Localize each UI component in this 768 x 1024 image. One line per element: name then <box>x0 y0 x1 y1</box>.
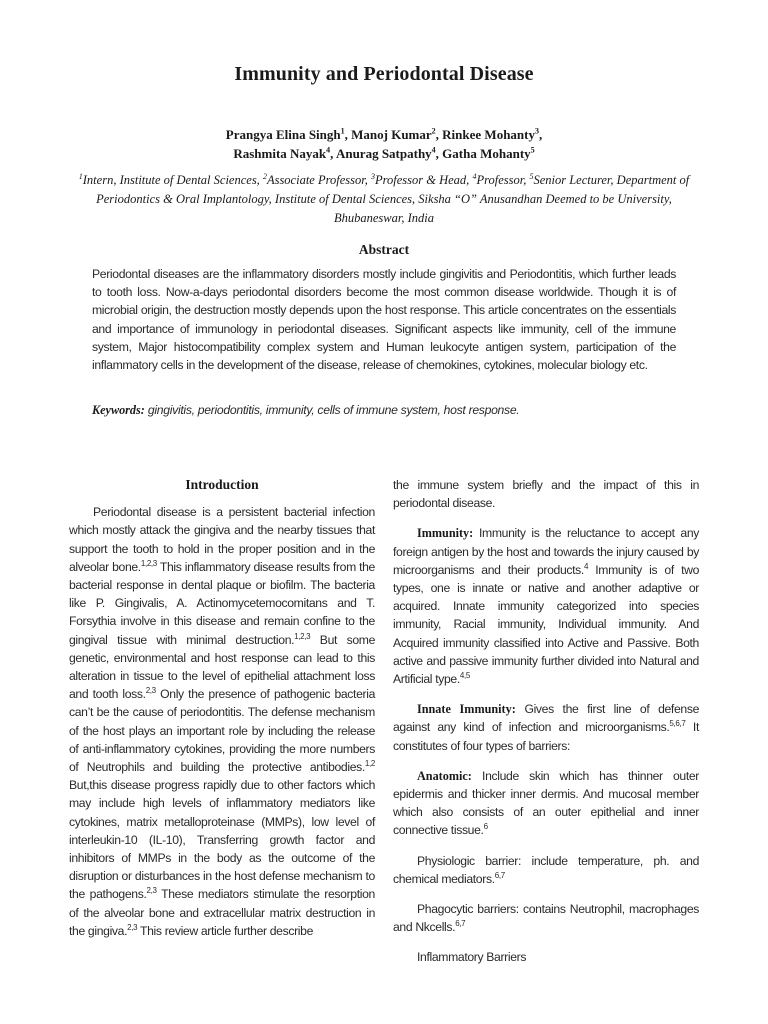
paper-title: Immunity and Periodontal Disease <box>234 63 534 85</box>
affiliation-number: 3 <box>370 171 375 181</box>
immunity-paragraph <box>393 524 699 688</box>
citation-superscript: 6 <box>483 822 488 832</box>
left-column <box>69 476 375 940</box>
author-name: Rinkee Mohanty <box>442 127 535 142</box>
inflammatory-barriers: Inflammatory Barriers <box>417 950 527 965</box>
text-run: Gives the first line of defense against any kind of infection and microorganisms. <box>393 702 699 735</box>
author-name: Manoj Kumar <box>351 127 432 142</box>
keywords-label: Keywords: <box>92 403 145 417</box>
affiliation-role: Associate Professor, <box>266 173 371 187</box>
author-line-1 <box>0 125 768 144</box>
citation-superscript: 4 <box>583 561 589 571</box>
text-run: This inflammatory disease results from the bacterial response in dental plaque or biofilm. The bacteria like P. Gingivalis, A. Actinomycetemocomitans and T. Forsythia involve in this disease and remain confine to the gingival tissue with minimal destruction. <box>69 559 375 647</box>
physiologic-paragraph <box>393 852 699 888</box>
citation-superscript: 4,5 <box>459 670 470 680</box>
introduction-heading: Introduction <box>185 477 259 492</box>
text-run: But,this disease progress rapidly due to other factors which may include high levels of inflammatory mediators like cytokines, matrix metalloproteinase (MMPs), low level of interleukin-10 (IL-10), Transferring growth factor and inhibitors of MMPs in the body as the outcome of the disruption or disturbances in the host defense mechanism to the pathogens. <box>69 778 375 902</box>
anatomic-label: Anatomic: <box>417 768 472 783</box>
anatomic-paragraph <box>393 767 699 840</box>
citation-superscript: 2,3 <box>127 922 138 932</box>
author-affiliation-number: 4 <box>431 145 436 155</box>
right-column <box>393 476 699 967</box>
affiliation-role: Senior Lecturer, <box>533 173 614 187</box>
citation-superscript: 1,2,3 <box>294 631 311 641</box>
text-run: Only the presence of pathogenic bacteria can’t be the cause of periodontitis. The defense mechanism of the host plays an important role by including the release of anti-inflammatory cytokines, providing the more numbers of Neutrophils and building the protective antibodies. <box>69 687 375 775</box>
affiliation-roles <box>79 173 617 187</box>
author-name: Prangya Elina Singh <box>225 127 341 142</box>
author-separator: , <box>538 127 543 142</box>
citation-superscript: 6,7 <box>455 919 466 929</box>
citation-superscript: 1,2 <box>364 758 375 768</box>
innate-immunity-paragraph <box>393 700 699 755</box>
author-name: Gatha Mohanty <box>442 146 531 161</box>
affiliation-role: Professor & Head, <box>374 173 473 187</box>
affiliation <box>70 171 698 228</box>
affiliation-role: Professor, <box>476 173 530 187</box>
text-run: Include skin which has thinner outer epidermis and thicker inner dermis. And mucosal member which also consists of an outer epithelial and inner connective tissue. <box>393 768 699 838</box>
author-line-2 <box>0 144 768 163</box>
text-run: Immunity is of two types, one is innate or native and another adaptive or acquired. Innate immunity categorized into species immunity, Racial immunity, Individual immunity. And Acquired immunity classified into Active and Passive. Both active and passive immunity further divided into Natural and Artificial type. <box>393 562 699 687</box>
text-run: Periodontal disease is a persistent bacterial infection which mostly attack the gingiva and the nearby tissues that support the tooth to hold in the proper position and in the alveolar bone. <box>69 505 375 574</box>
affiliation-number: 4 <box>472 171 477 181</box>
immunity-body <box>393 526 699 686</box>
author-separator: , <box>435 146 443 161</box>
author-separator: , <box>435 127 443 142</box>
text-run: This review article further describe <box>137 923 314 938</box>
phagocytic-paragraph <box>393 900 699 936</box>
affiliation-number: 1 <box>78 171 83 181</box>
keywords <box>92 403 708 418</box>
affiliation-institution: Department of Periodontics & Oral Implantology, Institute of Dental Sciences, Siksha “O” Anusandhan Deemed to be University, Bhubaneswar, India <box>96 173 690 225</box>
abstract-body: Periodontal diseases are the inflammatory disorders mostly include gingivitis and Periodontitis, which further leads to tooth loss. Now-a-days periodontal disorders become the most common disease worldwide. Though it is of microbial origin, the destruction mostly depends upon the host response. This article concentrates on the essentials and importance of immunology in periodontal diseases. Significant aspects like immunity, cell of the immune system, Major histocompatibility complex system and Human leukocyte antigen system, participation of the inflammatory cells in the development of the disease, release of chemokines, cytokines, molecular biology etc. <box>92 267 676 373</box>
author-affiliation-number: 4 <box>326 145 331 155</box>
citation-superscript: 2,3 <box>146 886 157 896</box>
author-affiliation-number: 1 <box>340 126 345 136</box>
author-affiliation-number: 5 <box>530 145 535 155</box>
keywords-list: gingivitis, periodontitis, immunity, cells of immune system, host response. <box>144 403 520 417</box>
author-affiliation-number: 2 <box>431 126 436 136</box>
text-run: Phagocytic barriers: contains Neutrophil, macrophages and Nkcells. <box>393 902 699 935</box>
affiliation-number: 5 <box>529 171 534 181</box>
innate-immunity-label: Innate Immunity: <box>417 702 516 717</box>
text-run: But some genetic, environmental and host response can lead to this alteration in tissue to the level of epithelial attachment loss and tooth loss. <box>69 632 376 702</box>
author-affiliation-number: 3 <box>534 126 539 136</box>
text-run: These mediators stimulate the resorption of the alveolar bone and extracellular matrix destruction in the gingiva. <box>69 887 375 938</box>
author-list <box>0 125 768 163</box>
text-run: It constitutes of four types of barriers: <box>393 720 700 753</box>
abstract-heading: Abstract <box>358 242 410 257</box>
citation-superscript: 5,6,7 <box>669 719 686 729</box>
author-name: Anurag Satpathy <box>335 146 432 161</box>
text-run: Immunity is the reluctance to accept any foreign antigen by the host and towards the injury caused by microorganisms and their products. <box>393 526 699 577</box>
citation-superscript: 1,2,3 <box>140 558 157 568</box>
immunity-label: Immunity: <box>417 526 474 541</box>
author-separator: , <box>330 146 336 161</box>
text-run: Physiologic barrier: include temperature, ph. and chemical mediators. <box>393 853 699 886</box>
affiliation-number: 2 <box>262 171 267 181</box>
author-name: Rashmita Nayak <box>233 146 327 161</box>
author-separator: , <box>344 127 352 142</box>
citation-superscript: 6,7 <box>494 870 505 880</box>
introduction-continuation: the immune system briefly and the impact of this in periodontal disease. <box>393 478 699 511</box>
introduction-paragraph <box>69 503 375 940</box>
citation-superscript: 2,3 <box>145 686 156 696</box>
affiliation-role: Intern, Institute of Dental Sciences, <box>82 173 263 187</box>
